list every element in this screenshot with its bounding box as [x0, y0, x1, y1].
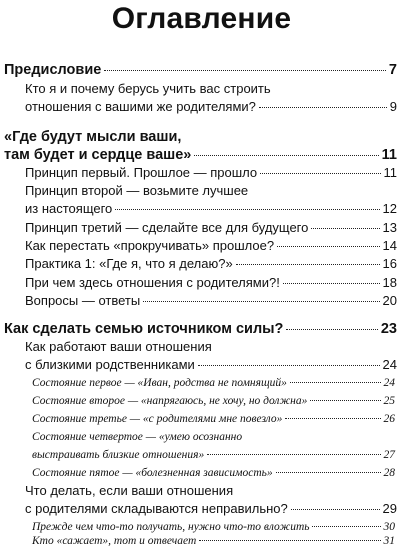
- dot-leader: [291, 509, 380, 510]
- toc-entry[interactable]: [0, 146, 403, 164]
- toc-entry[interactable]: [0, 500, 403, 518]
- dot-leader: [283, 283, 380, 284]
- toc-entry-page: 25: [383, 395, 395, 407]
- dot-leader: [285, 418, 380, 419]
- toc-entry-text: из настоящего: [25, 201, 113, 216]
- toc-entry-text: Прежде чем что-то получать, нужно что-то вложить: [32, 521, 310, 533]
- dot-leader: [207, 454, 380, 455]
- toc-entry-line: Что делать, если ваши отношения: [25, 483, 234, 498]
- toc-entry-text: Принцип первый. Прошлое — прошло: [25, 165, 258, 180]
- toc-entry-page: 12: [382, 201, 397, 216]
- toc-entry-line: Кто я и почему берусь учить вас строить: [25, 81, 271, 96]
- dot-leader: [104, 70, 386, 71]
- dot-leader: [115, 209, 379, 210]
- toc-entry-page: 26: [383, 413, 395, 425]
- toc-entry-text: Состояние второе — «напрягаюсь, не хочу, но должна»: [32, 395, 308, 407]
- toc-entry-line: Как работают ваши отношения: [25, 339, 212, 354]
- toc-entry-text: Принцип третий — сделайте все для будущего: [25, 220, 309, 235]
- toc-entry-page: 29: [382, 501, 397, 516]
- toc-entry-page: 31: [383, 535, 395, 547]
- toc-entry[interactable]: [0, 292, 403, 310]
- toc-entry-text: Практика 1: «Где я, что я делаю?»: [25, 256, 233, 271]
- toc-entry-page: 7: [388, 62, 397, 78]
- toc-entry-text: Как перестать «прокручивать» прошлое?: [25, 238, 275, 253]
- dot-leader: [277, 246, 379, 247]
- toc-entry[interactable]: [0, 320, 403, 338]
- toc-entry-page: 20: [382, 293, 397, 308]
- toc-entry[interactable]: [0, 164, 403, 182]
- dot-leader: [311, 228, 379, 229]
- toc-entry[interactable]: [0, 255, 403, 273]
- toc-entry-text: Состояние третье — «с родителями мне повезло»: [32, 413, 283, 425]
- toc-entry[interactable]: [0, 61, 403, 79]
- toc-entry-text: Предисловие: [4, 62, 102, 78]
- toc-entry-page: 28: [383, 467, 395, 479]
- dot-leader: [194, 155, 378, 156]
- toc-entry-line: Принцип второй — возьмите лучшее: [25, 183, 249, 198]
- toc-entry[interactable]: [0, 356, 403, 374]
- dot-leader: [143, 301, 379, 302]
- toc-entry[interactable]: [0, 98, 403, 116]
- dot-leader: [199, 540, 380, 541]
- page-title: Оглавление: [111, 2, 292, 35]
- toc-entry-text: Состояние пятое — «болезненная зависимость»: [32, 467, 273, 479]
- toc-entry-line: Состояние четвертое — «умею осознанно: [32, 431, 243, 443]
- toc-entry[interactable]: [0, 219, 403, 237]
- toc-entry[interactable]: [0, 532, 403, 550]
- toc-entry[interactable]: [0, 374, 403, 392]
- toc-entry-page: 30: [383, 521, 395, 533]
- dot-leader: [276, 472, 381, 473]
- toc-entry-page: 11: [381, 147, 397, 163]
- toc-entry-text: с родителями складываются неправильно?: [25, 501, 288, 516]
- dot-leader: [260, 173, 380, 174]
- toc-entry-text: Вопросы — ответы: [25, 293, 141, 308]
- toc-entry-page: 16: [382, 256, 397, 271]
- toc-entry[interactable]: [0, 446, 403, 464]
- toc-entry[interactable]: [0, 274, 403, 292]
- toc-entry-page: 23: [380, 321, 397, 337]
- toc-entry-page: 18: [382, 275, 397, 290]
- toc-entry-line: «Где будут мысли ваши,: [4, 129, 182, 145]
- dot-leader: [290, 382, 381, 383]
- dot-leader: [259, 107, 387, 108]
- toc-entry-text: Кто «сажает», тот и отвечает: [32, 535, 197, 547]
- toc-entry[interactable]: [0, 237, 403, 255]
- toc-entry-text: Состояние первое — «Иван, родства не помнящий»: [32, 377, 287, 389]
- toc-entry-page: 13: [382, 220, 397, 235]
- toc-entry-page: 27: [383, 449, 395, 461]
- toc-entry-page: 9: [389, 99, 397, 114]
- toc-entry-page: 11: [383, 165, 397, 180]
- toc-entry-page: 24: [383, 377, 395, 389]
- toc-entry-text: Как сделать семью источником силы?: [4, 321, 284, 337]
- dot-leader: [236, 264, 380, 265]
- toc-entry-text: отношения с вашими же родителями?: [25, 99, 256, 114]
- dot-leader: [312, 526, 380, 527]
- dot-leader: [198, 365, 380, 366]
- dot-leader: [310, 400, 380, 401]
- toc-entry[interactable]: [0, 410, 403, 428]
- toc-entry[interactable]: [0, 392, 403, 410]
- dot-leader: [286, 329, 377, 330]
- toc-entry-text: выстраивать близкие отношения»: [32, 449, 205, 461]
- toc-entry-text: При чем здесь отношения с родителями?!: [25, 275, 280, 290]
- toc-entry[interactable]: [0, 200, 403, 218]
- toc-entry-page: 24: [382, 357, 397, 372]
- toc-entry-text: там будет и сердце ваше»: [4, 147, 192, 163]
- toc-entry[interactable]: [0, 464, 403, 482]
- toc-entry-text: с близкими родственниками: [25, 357, 195, 372]
- toc-entry-page: 14: [382, 238, 397, 253]
